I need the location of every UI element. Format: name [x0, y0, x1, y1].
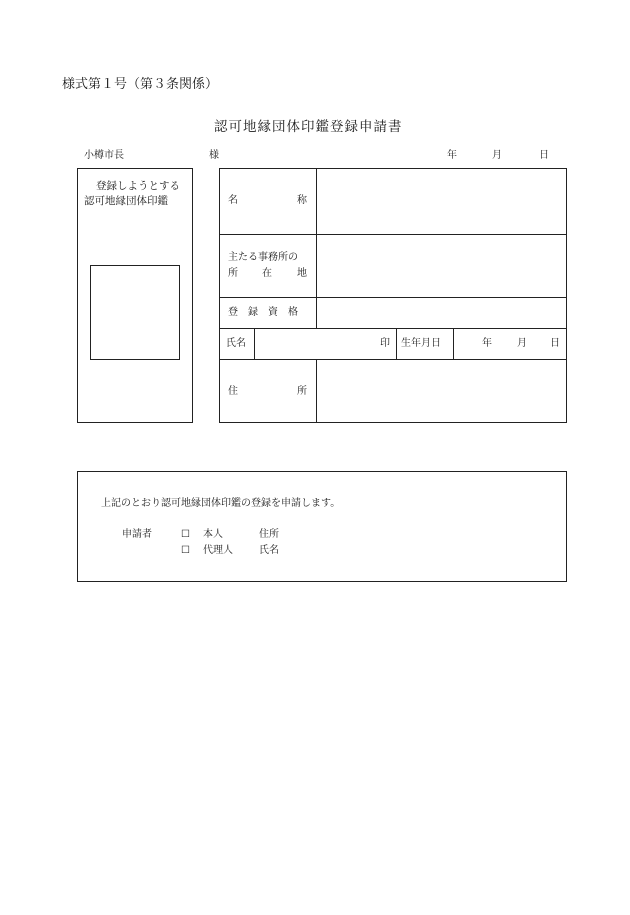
table-divider	[219, 234, 567, 235]
birth-day-label: 日	[550, 338, 560, 349]
address-field[interactable]	[318, 361, 565, 421]
birthdate-label: 生年月日	[401, 338, 441, 349]
table-divider	[316, 168, 317, 329]
applicant-label: 申請者	[122, 529, 152, 540]
table-divider	[254, 328, 255, 359]
address-label-char1: 住	[228, 386, 238, 397]
addressee: 小樽市長	[84, 150, 124, 161]
qualification-field[interactable]	[318, 299, 565, 327]
birth-year-label: 年	[482, 338, 492, 349]
office-label-line1: 主たる事務所の	[228, 252, 298, 263]
table-divider	[396, 328, 397, 359]
application-statement-box	[77, 471, 567, 582]
checkbox-self[interactable]: ☐	[181, 529, 190, 540]
person-name-field[interactable]	[256, 330, 376, 358]
applicant-address-label: 住所	[259, 529, 279, 540]
checkbox-agent[interactable]: ☐	[181, 545, 190, 556]
option-self-label: 本人	[203, 529, 223, 540]
name-label-char1: 名	[228, 195, 238, 206]
seal-caption-line2: 認可地縁団体印鑑	[84, 195, 168, 207]
qualification-label: 登 録 資 格	[228, 307, 298, 318]
office-label-char-b: 在	[262, 268, 272, 279]
office-label-char-a: 所	[228, 268, 238, 279]
table-divider	[219, 359, 567, 360]
table-divider	[219, 297, 567, 298]
table-divider	[219, 328, 567, 329]
applicant-name-label: 氏名	[259, 545, 279, 556]
birth-month-label: 月	[517, 338, 527, 349]
application-statement: 上記のとおり認可地縁団体印鑑の登録を申請します。	[101, 498, 341, 509]
name-field[interactable]	[318, 170, 565, 233]
document-title: 認可地縁団体印鑑登録申請書	[214, 119, 403, 135]
seal-caption-line1: 登録しようとする	[96, 180, 180, 192]
date-month-label: 月	[492, 150, 502, 161]
option-agent-label: 代理人	[203, 545, 233, 556]
honorific: 様	[209, 150, 219, 161]
seal-impression-area[interactable]	[90, 265, 180, 360]
office-label-char-c: 地	[297, 268, 307, 279]
address-label-char2: 所	[297, 386, 307, 397]
table-divider	[316, 359, 317, 423]
date-day-label: 日	[539, 150, 549, 161]
seal-caption	[84, 179, 180, 209]
table-divider	[453, 328, 454, 359]
seal-mark: 印	[380, 338, 390, 349]
date-year-label: 年	[447, 150, 457, 161]
name-label-char2: 称	[297, 195, 307, 206]
person-name-label: 氏名	[226, 338, 246, 349]
form-number: 様式第１号（第３条関係）	[62, 77, 219, 92]
office-location-field[interactable]	[318, 236, 565, 296]
